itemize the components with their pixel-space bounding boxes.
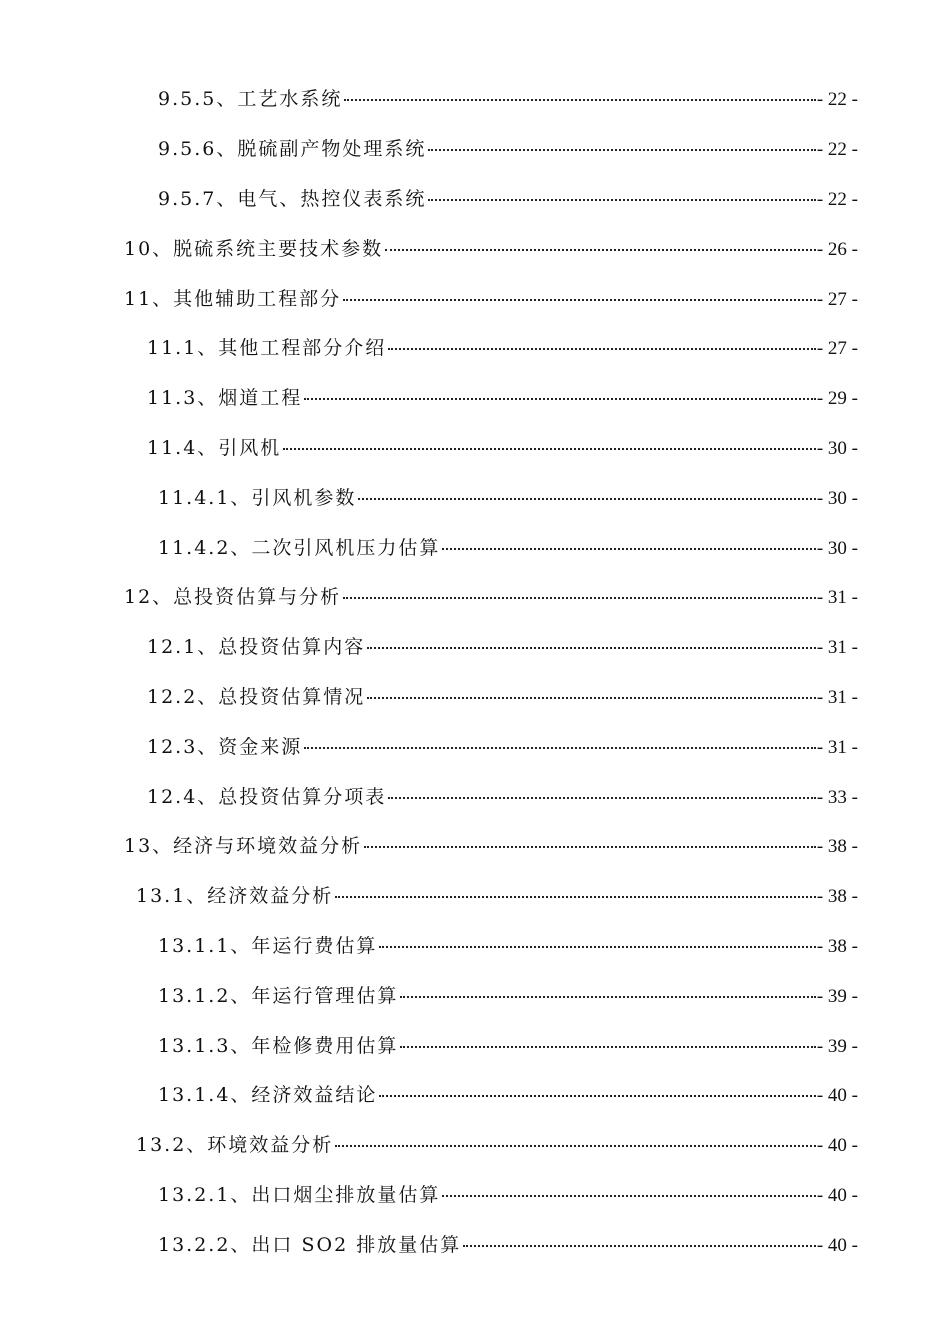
toc-entry-page: - 22 - <box>816 89 858 111</box>
toc-entry-page: - 31 - <box>816 686 858 708</box>
toc-entry-page: - 26 - <box>816 238 858 260</box>
toc-entry-label: 9.5.7、电气、热控仪表系统 <box>158 187 427 210</box>
toc-entry-label: 11.4、引风机 <box>147 436 282 459</box>
toc-entry-label: 9.5.6、脱硫副产物处理系统 <box>158 138 427 161</box>
toc-entry[interactable] <box>0 75 950 125</box>
toc-entry[interactable] <box>0 224 950 274</box>
toc-entry[interactable] <box>0 922 950 972</box>
toc-entry-page: - 30 - <box>816 437 858 459</box>
dot-leader <box>367 647 816 649</box>
toc-entry-label: 13.1.4、经济效益结论 <box>158 1084 378 1107</box>
toc-entry[interactable] <box>0 523 950 573</box>
table-of-contents <box>0 75 950 1270</box>
dot-leader <box>304 398 816 400</box>
dot-leader <box>344 99 815 101</box>
dot-leader <box>304 747 816 749</box>
toc-entry-page: - 38 - <box>816 836 858 858</box>
toc-entry[interactable] <box>0 324 950 374</box>
dot-leader <box>358 498 815 500</box>
toc-entry-label: 13.2.1、出口烟尘排放量估算 <box>158 1183 441 1206</box>
toc-entry-page: - 39 - <box>816 1035 858 1057</box>
toc-entry[interactable] <box>0 822 950 872</box>
toc-entry-page: - 33 - <box>816 786 858 808</box>
toc-entry[interactable] <box>0 125 950 175</box>
dot-leader <box>379 946 815 948</box>
toc-entry-label: 13.2.2、出口 SO2 排放量估算 <box>158 1233 462 1256</box>
toc-entry-page: - 31 - <box>816 587 858 609</box>
toc-entry-page: - 30 - <box>816 537 858 559</box>
toc-entry-label: 13.1.2、年运行管理估算 <box>158 984 399 1007</box>
toc-entry-page: - 30 - <box>816 487 858 509</box>
toc-entry[interactable] <box>0 1220 950 1270</box>
toc-entry-page: - 38 - <box>816 935 858 957</box>
dot-leader <box>335 896 816 898</box>
toc-entry[interactable] <box>0 573 950 623</box>
toc-entry-label: 11.4.1、引风机参数 <box>158 486 357 509</box>
toc-entry-page: - 39 - <box>816 985 858 1007</box>
toc-entry-label: 13.1、经济效益分析 <box>136 885 334 908</box>
toc-entry-page: - 31 - <box>816 736 858 758</box>
dot-leader <box>463 1245 816 1247</box>
toc-entry-page: - 27 - <box>816 288 858 310</box>
toc-entry[interactable] <box>0 722 950 772</box>
toc-entry[interactable] <box>0 175 950 225</box>
toc-entry-label: 12.4、总投资估算分项表 <box>147 785 387 808</box>
toc-entry-label: 9.5.5、工艺水系统 <box>158 88 343 111</box>
toc-entry-page: - 38 - <box>816 886 858 908</box>
toc-entry-page: - 29 - <box>816 388 858 410</box>
toc-entry-page: - 40 - <box>816 1135 858 1157</box>
toc-entry-page: - 22 - <box>816 188 858 210</box>
toc-entry-label: 11.1、其他工程部分介绍 <box>147 337 387 360</box>
toc-entry[interactable] <box>0 274 950 324</box>
toc-entry-page: - 31 - <box>816 637 858 659</box>
dot-leader <box>388 797 816 799</box>
toc-entry[interactable] <box>0 473 950 523</box>
toc-entry-label: 12.2、总投资估算情况 <box>147 685 366 708</box>
dot-leader <box>388 348 816 350</box>
toc-entry-label: 12.3、资金来源 <box>147 735 303 758</box>
toc-entry-label: 12、总投资估算与分析 <box>124 586 342 609</box>
dot-leader <box>367 697 816 699</box>
toc-entry[interactable] <box>0 772 950 822</box>
dot-leader <box>400 1046 815 1048</box>
toc-entry[interactable] <box>0 673 950 723</box>
dot-leader <box>335 1145 816 1147</box>
toc-entry-page: - 40 - <box>816 1085 858 1107</box>
toc-entry-label: 12.1、总投资估算内容 <box>147 636 366 659</box>
toc-entry-label: 13.1.3、年检修费用估算 <box>158 1034 399 1057</box>
toc-entry-page: - 40 - <box>816 1184 858 1206</box>
dot-leader <box>343 299 816 301</box>
dot-leader <box>428 149 815 151</box>
toc-entry-label: 13.1.1、年运行费估算 <box>158 934 378 957</box>
toc-entry-page: - 22 - <box>816 139 858 161</box>
toc-entry-page: - 40 - <box>816 1234 858 1256</box>
toc-entry[interactable] <box>0 1021 950 1071</box>
toc-entry-label: 10、脱硫系统主要技术参数 <box>124 237 384 260</box>
toc-entry[interactable] <box>0 1171 950 1221</box>
toc-entry-label: 13、经济与环境效益分析 <box>124 835 363 858</box>
toc-entry-label: 13.2、环境效益分析 <box>136 1134 334 1157</box>
toc-entry-label: 11.3、烟道工程 <box>147 387 303 410</box>
toc-entry[interactable] <box>0 872 950 922</box>
toc-entry[interactable] <box>0 1121 950 1171</box>
toc-entry-page: - 27 - <box>816 338 858 360</box>
toc-entry[interactable] <box>0 971 950 1021</box>
toc-entry-label: 11、其他辅助工程部分 <box>124 287 342 310</box>
toc-entry-label: 11.4.2、二次引风机压力估算 <box>158 536 441 559</box>
toc-entry[interactable] <box>0 424 950 474</box>
dot-leader <box>442 548 815 550</box>
toc-entry[interactable] <box>0 623 950 673</box>
dot-leader <box>379 1095 815 1097</box>
dot-leader <box>442 1195 815 1197</box>
dot-leader <box>428 199 815 201</box>
dot-leader <box>343 597 816 599</box>
toc-entry[interactable] <box>0 1071 950 1121</box>
dot-leader <box>364 846 816 848</box>
dot-leader <box>385 249 816 251</box>
toc-entry[interactable] <box>0 374 950 424</box>
dot-leader <box>283 448 816 450</box>
dot-leader <box>400 996 815 998</box>
